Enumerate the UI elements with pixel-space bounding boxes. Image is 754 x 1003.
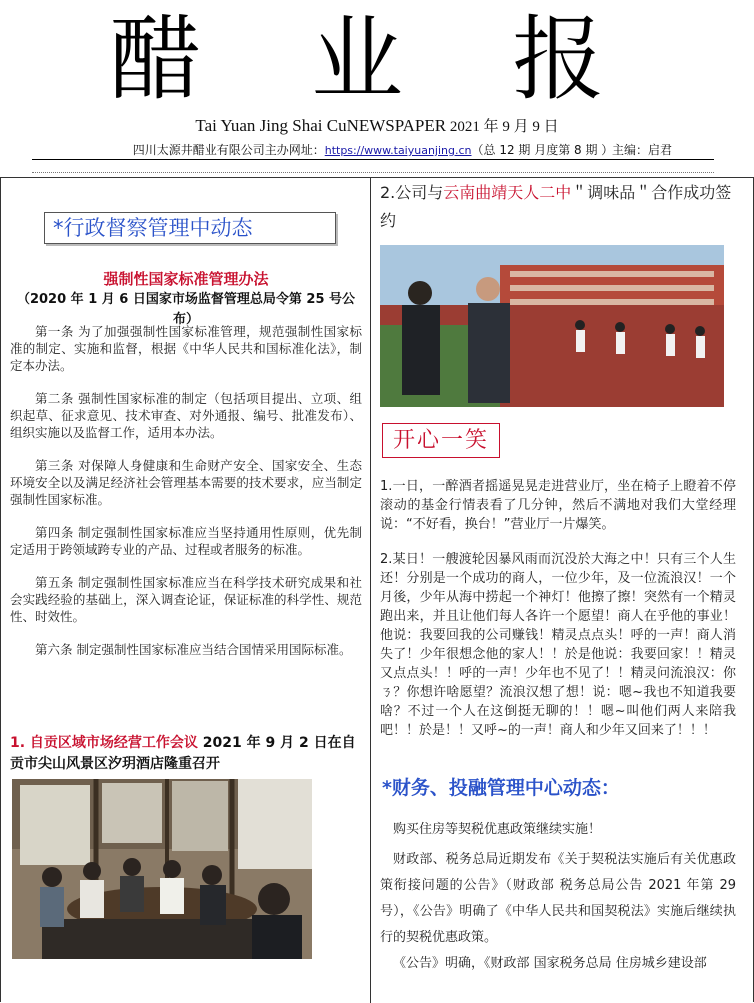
law-title: 强制性国家标准管理办法 bbox=[103, 270, 269, 288]
signing-rest: ＂调味品＂合作成功签约 bbox=[380, 183, 732, 230]
column-divider bbox=[370, 177, 371, 1003]
website-link[interactable]: https://www.taiyuanjing.cn bbox=[324, 144, 472, 157]
finance-paragraph: 财政部、税务总局近期发布《关于契税法实施后有关优惠政策衔接问题的公告》（财政部 税务总局公告 2021 年第 29 号），《公告》明确了《中华人民共和国契税法》实施后继续执行的契税优惠政策。 bbox=[380, 852, 736, 945]
finance-news bbox=[380, 817, 736, 977]
newspaper-title: 醋 业 报 bbox=[109, 6, 645, 113]
article-paragraph: 第三条 对保障人身健康和生命财产安全、国家安全、生态环境安全以及满足经济社会管理基本需要的技术要求，应当制定强制性国家标准。 bbox=[10, 458, 362, 507]
issue-number: （总 12 期 月度第 8 期 ） bbox=[471, 143, 614, 157]
section-heading-finance: *财务、投融管理中心动态： bbox=[382, 777, 620, 799]
meeting-headline bbox=[10, 733, 362, 775]
meeting-details: 2021 年 9 月 2 日在自贡市尖山风景区汐玥酒店隆重召开 bbox=[10, 735, 356, 772]
finance-paragraph: 《公告》明确，《财政部 国家税务总局 住房城乡建设部 bbox=[393, 956, 707, 971]
article-paragraph: 第四条 制定强制性国家标准应当坚持通用性原则，优先制定适用于跨领域跨专业的产品、过程或者服务的标准。 bbox=[10, 525, 362, 557]
meeting-photo bbox=[12, 779, 312, 959]
article-paragraph: 第六条 制定强制性国家标准应当结合国情采用国际标准。 bbox=[35, 642, 352, 657]
right-column bbox=[380, 177, 744, 1003]
issue-date: 2021 年 9 月 9 日 bbox=[446, 119, 559, 135]
editor: 主编：启君 bbox=[612, 143, 673, 157]
law-subtitle: （2020 年 1 月 6 日国家市场监督管理总局令第 25 号公布） bbox=[16, 292, 356, 327]
article-paragraph: 第一条 为了加强强制性国家标准管理，规范强制性国家标准的制定、实施和监督，根据《中华人民共和国标准化法》，制定本办法。 bbox=[10, 324, 362, 373]
subtitle-english: Tai Yuan Jing Shai CuNEWSPAPER bbox=[195, 116, 447, 135]
joke-paragraph: 2.某日！一艘渡轮因暴风雨而沉没於大海之中！只有三个人生还！分别是一个成功的商人，一位少年，及一位流浪汉！一个月後，少年从海中捞起一个神灯！他擦了擦！突然有一个精灵跑出来，并且让他们每人各许一个愿望！商人在乎他的事业！他说：我要回我的公司赚钱！精灵点点头！呼的一声！商人消失了！少年很想念他的家人！！於是他说：我要回家！！精灵又点点头！！呼的一声！少年也不见了！！精灵问流浪汉：你ㄋ？你想许啥愿望？流浪汉想了想！说：嗯~我也不知道我要啥？不过一个人在这倒挺无聊的！！嗯~叫他们两人来陪我吧！！於是！！又呼~的一声！商人和少年又回来了！！！ bbox=[380, 552, 736, 738]
signing-headline bbox=[380, 179, 744, 235]
article-paragraph: 第五条 制定强制性国家标准应当在科学技术研究成果和社会实践经验的基础上，深入调查论证，保证标准的科学性、规范性、时效性。 bbox=[10, 575, 362, 624]
signing-photo bbox=[380, 245, 724, 407]
info-line bbox=[32, 141, 714, 160]
section-heading-admin: *行政督察管理中动态 bbox=[44, 212, 336, 244]
law-articles bbox=[10, 323, 362, 674]
signing-prefix: 2.公司与 bbox=[380, 183, 444, 202]
left-column bbox=[10, 177, 362, 1003]
signing-partner: 云南曲靖天人二中 bbox=[443, 183, 572, 202]
publisher: 四川太源井醋业有限公司主办 bbox=[132, 143, 289, 157]
finance-paragraph: 购买住房等契税优惠政策继续实施！ bbox=[393, 822, 602, 837]
newspaper-subtitle bbox=[0, 116, 754, 137]
meeting-title: 1. 自贡区域市场经营工作会议 bbox=[10, 735, 198, 751]
jokes bbox=[380, 477, 736, 756]
masthead-divider bbox=[32, 172, 714, 173]
website-label: 网址： bbox=[288, 143, 325, 157]
article-paragraph: 第二条 强制性国家标准的制定（包括项目提出、立项、组织起草、征求意见、技术审查、对外通报、编号、批准发布）、组织实施以及监督工作，适用本办法。 bbox=[10, 391, 362, 440]
joke-paragraph: 1.一日，一醉酒者摇遥晃晃走进营业厅，坐在椅子上瞪着不停滚动的基金行情表看了几分钟，然后不满地对我们大堂经理说：“不好看，换台！”营业厅一片爆笑。 bbox=[380, 479, 736, 532]
joke-section-heading: 开心一笑 bbox=[382, 423, 500, 458]
